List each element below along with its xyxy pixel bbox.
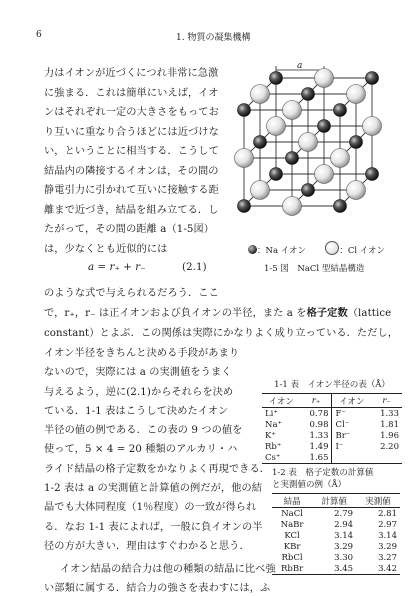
body-line: に強まる．これは簡単にいえば，イオ <box>44 87 219 99</box>
table-cell: 1.81 <box>380 419 399 430</box>
table-cell: 2.94 <box>334 519 354 530</box>
table-cell: Na⁺ <box>265 419 282 430</box>
body-line-full: constant）とよぶ．この関係は実際にかなりよく成り立っている．ただし， <box>44 328 399 339</box>
table1-header: r₊ <box>311 395 321 406</box>
nacl-crystal-diagram <box>226 62 396 237</box>
table1-title: 1-1 表 イオン半径の表（Å） <box>274 380 390 390</box>
body-line: る．なお 1-1 表によれば，一般に負イオンの半 <box>44 521 263 533</box>
table1-header: r₋ <box>382 395 391 406</box>
table2-header: 結晶 <box>283 496 301 507</box>
body-line: ンはそれぞれ一定の大きさをもってお <box>44 107 219 118</box>
table-cell: 1.33 <box>380 408 399 419</box>
term-lattice-constant: 格子定数 <box>306 307 348 319</box>
cl-ion <box>283 197 302 216</box>
body-line: い部類に属する．結合力の強さを表わすには，ふ <box>44 583 271 594</box>
table-cell: Li⁺ <box>265 408 278 419</box>
table1-header: イオン <box>332 394 371 408</box>
cl-ion <box>251 181 270 200</box>
table1 <box>262 393 402 464</box>
na-ion <box>334 104 347 117</box>
na-ion <box>366 72 379 85</box>
na-ion <box>302 88 315 101</box>
body-line: 与えるよう，逆に(2.1)からそれらを決め <box>44 386 234 398</box>
table-cell: 0.78 <box>309 408 329 419</box>
table-cell: 0.98 <box>309 419 329 430</box>
body-text: で，r₊，r₋ は正イオンおよび負イオンの半径，また a を <box>44 308 307 319</box>
text-bottom-2 <box>44 579 270 594</box>
cl-ion <box>347 181 366 200</box>
table-cell: 1.96 <box>380 430 399 441</box>
cl-ion <box>267 117 286 136</box>
cl-ion <box>315 69 334 88</box>
cl-ion <box>331 149 350 168</box>
cl-legend-symbol <box>325 241 339 255</box>
equation: a = r₊ + r₋ <box>88 262 146 273</box>
text-column-top <box>44 64 224 259</box>
na-ion <box>350 136 363 149</box>
table-cell: NaBr <box>280 519 304 530</box>
body-line: 使って，5 × 4 = 20 種類のアルカリ・ハ <box>44 444 238 456</box>
table-row <box>272 552 400 563</box>
table1-header: イオン <box>268 396 294 407</box>
table-cell: RbBr <box>281 563 304 574</box>
table-row <box>262 441 402 452</box>
table2-header: 計算値 <box>321 496 347 507</box>
table-cell: 2.97 <box>378 519 397 530</box>
table-row <box>272 563 400 575</box>
table-cell: RbCl <box>281 552 303 563</box>
table-row <box>272 541 400 552</box>
body-line: い，ということに相当する．こうして <box>44 146 219 157</box>
table-cell: 3.14 <box>334 530 354 541</box>
cl-ion <box>315 165 334 184</box>
body-line: 静電引力に引かれて互いに接触する距 <box>44 185 219 196</box>
dimension-label: a <box>297 62 303 71</box>
cl-ion <box>363 117 382 136</box>
table-row <box>272 530 400 541</box>
na-ion <box>238 200 251 213</box>
table-cell: 3.29 <box>334 541 354 552</box>
table-cell: 3.14 <box>378 530 397 541</box>
table-cell: Cl⁻ <box>332 419 371 430</box>
table-cell: KCl <box>284 530 300 541</box>
table-cell: Br⁻ <box>332 430 371 441</box>
na-legend-label: ：Na イオン <box>257 246 306 256</box>
figure-caption: 1-5 図 NaCl 型結晶構造 <box>264 264 365 274</box>
table-row <box>262 419 402 430</box>
table-cell: NaCl <box>281 508 303 519</box>
table-row <box>272 508 400 520</box>
table-cell: 3.29 <box>378 541 397 552</box>
table-cell <box>371 452 402 464</box>
table-cell: 1.33 <box>309 430 329 441</box>
figure-legend <box>248 241 385 256</box>
page-number: 6 <box>36 30 42 40</box>
body-line: イオン結晶の結合力は他の種類の結晶に比べ強 <box>60 564 276 575</box>
na-ion <box>286 152 299 165</box>
na-legend-symbol <box>248 245 257 254</box>
body-line: 結晶内の隣接するイオンは，その間の <box>44 165 219 177</box>
body-line-full <box>44 304 391 319</box>
body-line: 離まで近づき，結晶を組み立てる．し <box>44 204 219 216</box>
table2-header: 実測値 <box>365 496 391 507</box>
table-cell: 3.45 <box>334 563 354 574</box>
cl-ion <box>299 133 318 152</box>
body-line: り互いに重なり合うほどには近づけな <box>44 126 219 138</box>
table2-title: と実測値の例（Å） <box>272 480 347 490</box>
body-line: ライド結晶の格子定数をかなりよく再現できる． <box>44 463 271 475</box>
body-line: 半径の値の例である．この表の 9 つの値を <box>44 425 243 437</box>
body-line: 力はイオンが近づくにつれ非常に急激 <box>44 68 219 79</box>
body-line: 晶でも大体同程度（1％程度）の一致が得られ <box>44 502 257 514</box>
table-cell: Rb⁺ <box>265 441 282 452</box>
table-row <box>262 452 402 464</box>
table-cell <box>332 452 371 464</box>
cl-ion <box>235 149 254 168</box>
table-cell: KBr <box>283 541 301 552</box>
table2-title: 1-2 表 格子定数の計算値 <box>272 468 374 478</box>
table-cell: I⁻ <box>332 441 371 452</box>
cl-ion <box>347 85 366 104</box>
na-ion <box>334 200 347 213</box>
body-line: 1-2 表は a の実測値と計算値の例だが，他の結 <box>44 483 263 495</box>
table-cell: 2.20 <box>380 441 399 452</box>
table-row <box>262 408 402 420</box>
body-line: ないので，実際には a の実測値をうまく <box>44 367 232 379</box>
body-line: ている．1-1 表はこうして決めたイオン <box>44 405 229 417</box>
table-cell: 3.42 <box>378 563 397 574</box>
na-ion <box>302 184 315 197</box>
na-ion <box>318 120 331 133</box>
cl-ion <box>283 101 302 120</box>
chapter-title: 1. 物質の凝集機構 <box>176 33 251 43</box>
table-cell: K⁺ <box>265 430 276 441</box>
table-cell: 1.65 <box>309 452 329 463</box>
table-cell: 1.49 <box>309 441 329 452</box>
body-line: のような式で与えられるだろう．ここ <box>44 288 219 299</box>
body-text: （lattice <box>347 308 392 319</box>
lattice-constant-table <box>272 466 400 575</box>
na-ion <box>254 136 267 149</box>
ion-radius-table <box>262 378 402 464</box>
cl-ion <box>251 85 270 104</box>
body-line: 径の方が大きい．理由はすぐわかると思う． <box>44 540 250 552</box>
text-bottom <box>60 560 276 579</box>
table-cell: Cs⁺ <box>265 452 281 463</box>
na-ion <box>238 104 251 117</box>
table-cell: 2.79 <box>334 508 354 519</box>
equation-number: (2.1) <box>182 262 207 273</box>
table-row <box>262 430 402 441</box>
text-column-mid <box>44 344 271 556</box>
body-line: は，少なくとも近似的には <box>44 243 168 255</box>
table-cell: 3.27 <box>378 552 397 563</box>
table-cell: F⁻ <box>332 408 371 420</box>
table-cell: 2.81 <box>378 508 397 519</box>
na-ion <box>270 72 283 85</box>
na-ion <box>270 168 283 181</box>
table-cell: 3.30 <box>334 552 354 563</box>
body-line: たがって，その間の距離 a（1-5図） <box>44 224 215 235</box>
body-line: イオン半径をきちんと決める手段があまり <box>44 348 240 359</box>
nacl-figure <box>226 62 396 274</box>
table-row <box>272 519 400 530</box>
na-ion <box>366 168 379 181</box>
table2 <box>272 493 400 575</box>
cl-legend-label: ：Cl イオン <box>339 246 386 256</box>
